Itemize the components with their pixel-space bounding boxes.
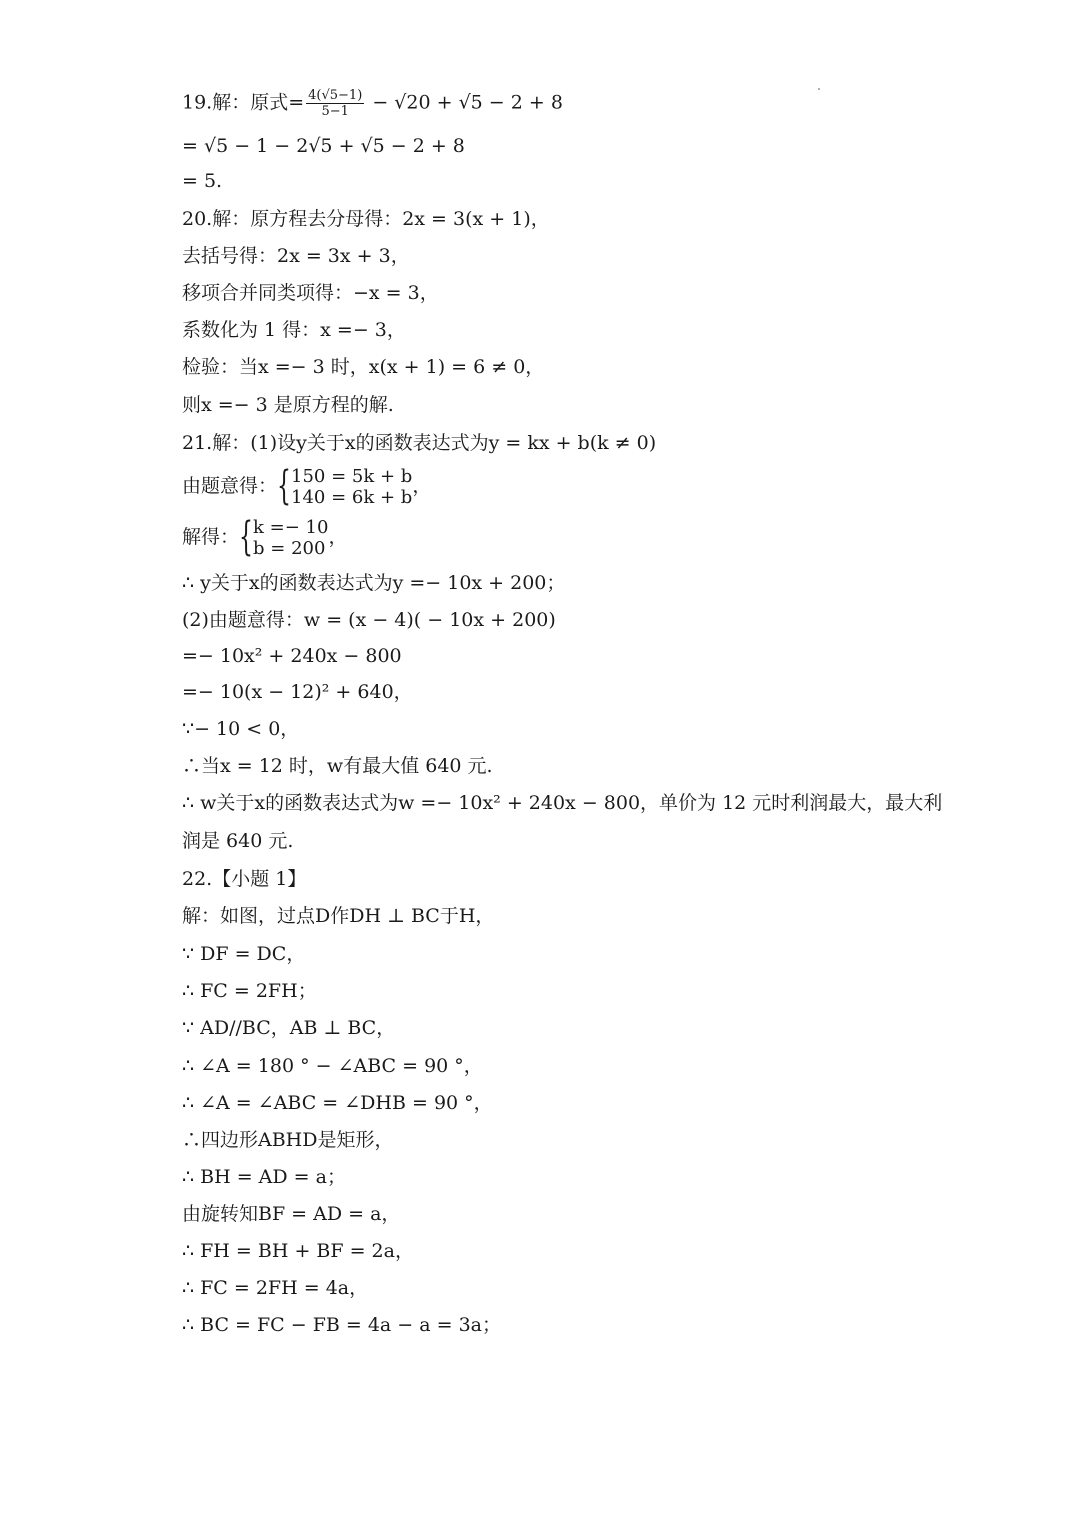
q22-line-8: ∴四边形ABHD是矩形， bbox=[182, 1129, 394, 1151]
q19-rest: − √20 + √5 − 2 + 8 bbox=[372, 91, 563, 114]
q19-fraction-denominator: 5−1 bbox=[321, 104, 349, 119]
q22-line-7: ∴ ∠A = ∠ABC = ∠DHB = 90 °， bbox=[182, 1092, 493, 1114]
q21-system-1-row-1: 150 = 5k + b bbox=[291, 466, 413, 487]
q21-line-5: (2)由题意得：w = (x − 4)( − 10x + 200) bbox=[182, 609, 556, 631]
q21-system-2-label: 解得： bbox=[182, 526, 240, 548]
q21-system-1-row-2: 140 = 6k + b bbox=[291, 487, 413, 508]
scan-speck bbox=[818, 88, 820, 90]
q21-equation-system-2 bbox=[239, 514, 329, 560]
q21-line-11: 润是 640 元. bbox=[182, 830, 294, 852]
q21-system-2-row-2: b = 200 bbox=[253, 538, 326, 559]
q19-line-1 bbox=[182, 88, 563, 119]
q21-line-7: =− 10(x − 12)² + 640， bbox=[182, 681, 413, 703]
q20-line-4: 系数化为 1 得：x =− 3， bbox=[182, 319, 406, 341]
q19-fraction bbox=[306, 88, 364, 119]
q20-line-5: 检验：当x =− 3 时，x(x + 1) = 6 ≠ 0， bbox=[182, 356, 545, 378]
q21-system-2-row-1: k =− 10 bbox=[253, 517, 329, 538]
q21-system-2 bbox=[182, 514, 348, 560]
q21-line-9: ∴当x = 12 时，w有最大值 640 元. bbox=[182, 755, 493, 777]
q21-system-1-label: 由题意得： bbox=[182, 475, 278, 497]
q19-line-3: = 5. bbox=[182, 170, 223, 192]
q22-line-2: 解：如图，过点D作DH ⊥ BC于H， bbox=[182, 905, 495, 927]
q21-equation-system-1 bbox=[277, 463, 413, 509]
q21-system-2-punct: ， bbox=[328, 526, 348, 548]
q22-line-3: ∵ DF = DC， bbox=[182, 943, 306, 965]
q21-line-4: ∴ y关于x的函数表达式为y =− 10x + 200； bbox=[182, 572, 566, 594]
q22-line-10: 由旋转知BF = AD = a， bbox=[182, 1203, 401, 1225]
q22-line-12: ∴ FC = 2FH = 4a， bbox=[182, 1277, 369, 1299]
brace-icon: { bbox=[277, 463, 292, 509]
q20-line-2: 去括号得：2x = 3x + 3， bbox=[182, 245, 410, 267]
q20-line-6: 则x =− 3 是原方程的解. bbox=[182, 394, 394, 416]
q22-line-9: ∴ BH = AD = a； bbox=[182, 1166, 346, 1188]
q21-system-1-punct: ， bbox=[412, 475, 432, 497]
q22-line-4: ∴ FC = 2FH； bbox=[182, 980, 317, 1002]
q20-line-3: 移项合并同类项得：−x = 3， bbox=[182, 282, 439, 304]
q22-line-13: ∴ BC = FC − FB = 4a − a = 3a； bbox=[182, 1314, 502, 1336]
q20-line-1: 20.解：原方程去分母得：2x = 3(x + 1)， bbox=[182, 208, 550, 230]
q21-line-6: =− 10x² + 240x − 800 bbox=[182, 645, 402, 667]
q22-line-11: ∴ FH = BH + BF = 2a， bbox=[182, 1240, 414, 1262]
q22-line-1: 22.【小题 1】 bbox=[182, 868, 307, 890]
q19-line-2: = √5 − 1 − 2√5 + √5 − 2 + 8 bbox=[182, 135, 465, 157]
brace-icon: { bbox=[239, 514, 254, 560]
q22-line-6: ∴ ∠A = 180 ° − ∠ABC = 90 °， bbox=[182, 1055, 483, 1077]
q22-line-5: ∵ AD//BC，AB ⊥ BC， bbox=[182, 1017, 396, 1039]
q21-line-8: ∵− 10 < 0， bbox=[182, 718, 300, 740]
q19-prefix: 19.解：原式= bbox=[182, 91, 305, 114]
q21-system-1 bbox=[182, 463, 432, 509]
q21-line-10: ∴ w关于x的函数表达式为w =− 10x² + 240x − 800，单价为 12 元时利润最大，最大利 bbox=[182, 792, 943, 814]
q21-line-1: 21.解：(1)设y关于x的函数表达式为y = kx + b(k ≠ 0) bbox=[182, 432, 657, 454]
q19-fraction-numerator: 4(√5−1) bbox=[308, 88, 363, 103]
